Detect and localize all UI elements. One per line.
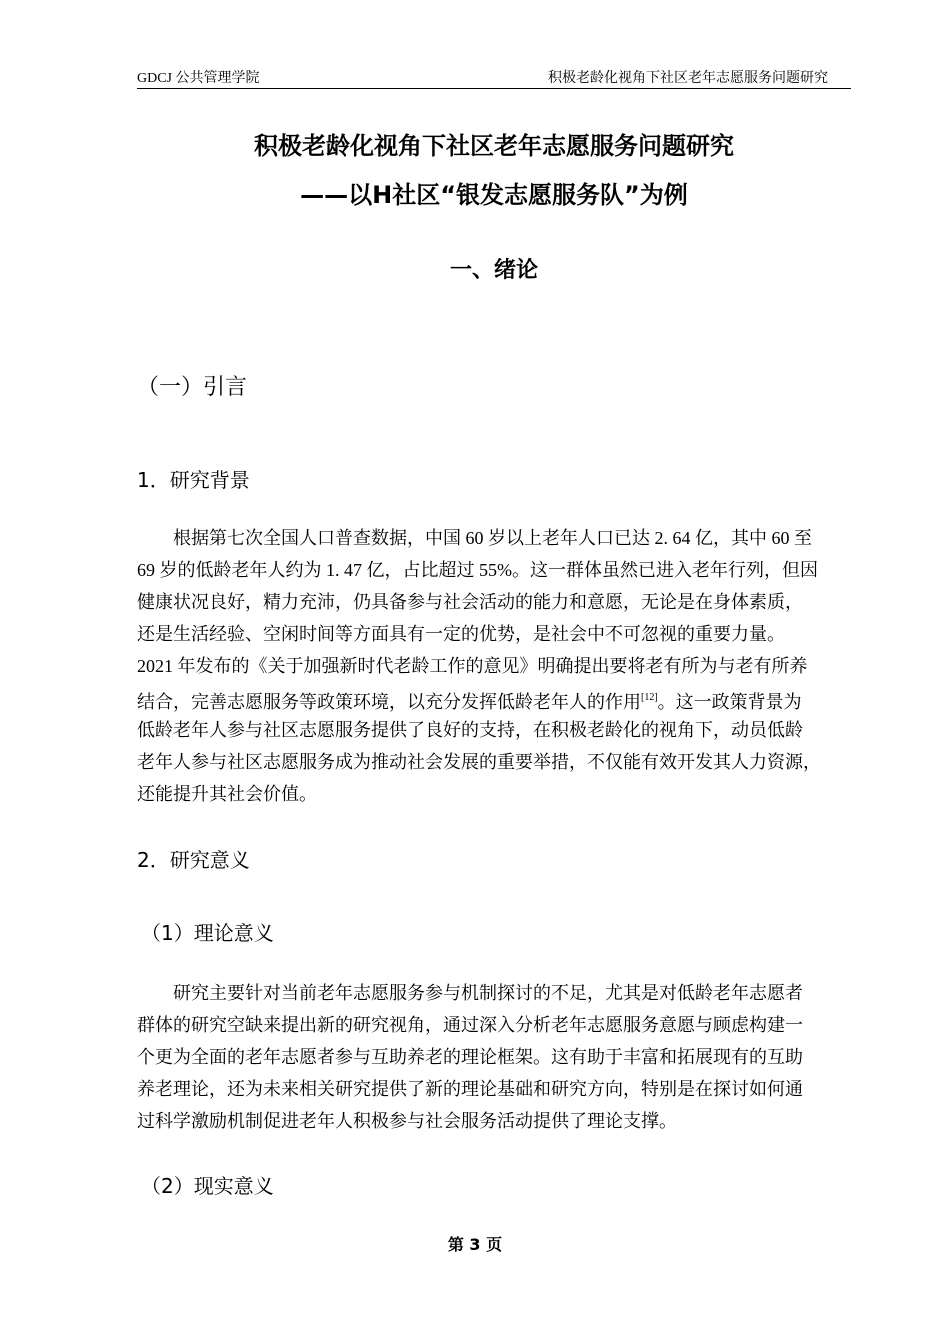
paragraph-line: 69 岁的低龄老年人约为 1. 47 亿，占比超过 55%。这一群体虽然已进入老年行列，但因 (137, 560, 818, 580)
paragraph-line: 根据第七次全国人口普查数据，中国 60 岁以上老年人口已达 2. 64 亿，其中 60 至 (173, 528, 812, 548)
paragraph-line: 个更为全面的老年志愿者参与互助养老的理论框架。这有助于丰富和拓展现有的互助 (137, 1047, 803, 1067)
section-heading-introduction: （一）引言 (137, 375, 248, 400)
heading-practical-significance: （2）现实意义 (141, 1174, 274, 1198)
line-text: 。这一政策背景为 (657, 692, 802, 712)
document-subtitle: ——以H社区“银发志愿服务队”为例 (300, 181, 688, 209)
heading-theoretical-significance: （1）理论意义 (141, 921, 274, 945)
document-title: 积极老龄化视角下社区老年志愿服务问题研究 (254, 132, 734, 160)
paragraph-line: 低龄老年人参与社区志愿服务提供了良好的支持，在积极老龄化的视角下，动员低龄 (137, 720, 803, 740)
paragraph-line: 还是生活经验、空闲时间等方面具有一定的优势，是社会中不可忽视的重要力量。 (137, 624, 785, 644)
paragraph-line (137, 682, 851, 714)
header-divider (137, 88, 851, 89)
paragraph-line: 还能提升其社会价值。 (137, 784, 317, 804)
page-number: 第 3 页 (447, 1235, 503, 1254)
citation-reference: [12] (641, 692, 658, 703)
paragraph-line: 养老理论，还为未来相关研究提供了新的理论基础和研究方向，特别是在探讨如何通 (137, 1079, 803, 1099)
paragraph-theoretical-significance (137, 977, 851, 1137)
paragraph-line: 群体的研究空缺来提出新的研究视角，通过深入分析老年志愿服务意愿与顾虑构建一 (137, 1015, 803, 1035)
line-text: 结合，完善志愿服务等政策环境，以充分发挥低龄老年人的作用 (137, 692, 641, 712)
subsection-heading-background: 1．研究背景 (137, 468, 250, 492)
chapter-heading: 一、绪论 (449, 258, 538, 283)
paragraph-line: 研究主要针对当前老年志愿服务参与机制探讨的不足，尤其是对低龄老年志愿者 (173, 983, 803, 1003)
paragraph-line: 2021 年发布的《关于加强新时代老龄工作的意见》明确提出要将老有所为与老有所养 (137, 656, 808, 676)
subsection-heading-significance: 2．研究意义 (137, 848, 250, 872)
paragraph-background (137, 522, 851, 810)
paragraph-line: 健康状况良好，精力充沛，仍具备参与社会活动的能力和意愿，无论是在身体素质， (137, 592, 803, 612)
paragraph-line: 老年人参与社区志愿服务成为推动社会发展的重要举措，不仅能有效开发其人力资源， (137, 752, 821, 772)
paragraph-line: 过科学激励机制促进老年人积极参与社会服务活动提供了理论支撑。 (137, 1111, 677, 1131)
header-left-text: GDCJ 公共管理学院 (137, 71, 260, 86)
header-right-text: 积极老龄化视角下社区老年志愿服务问题研究 (548, 71, 828, 86)
